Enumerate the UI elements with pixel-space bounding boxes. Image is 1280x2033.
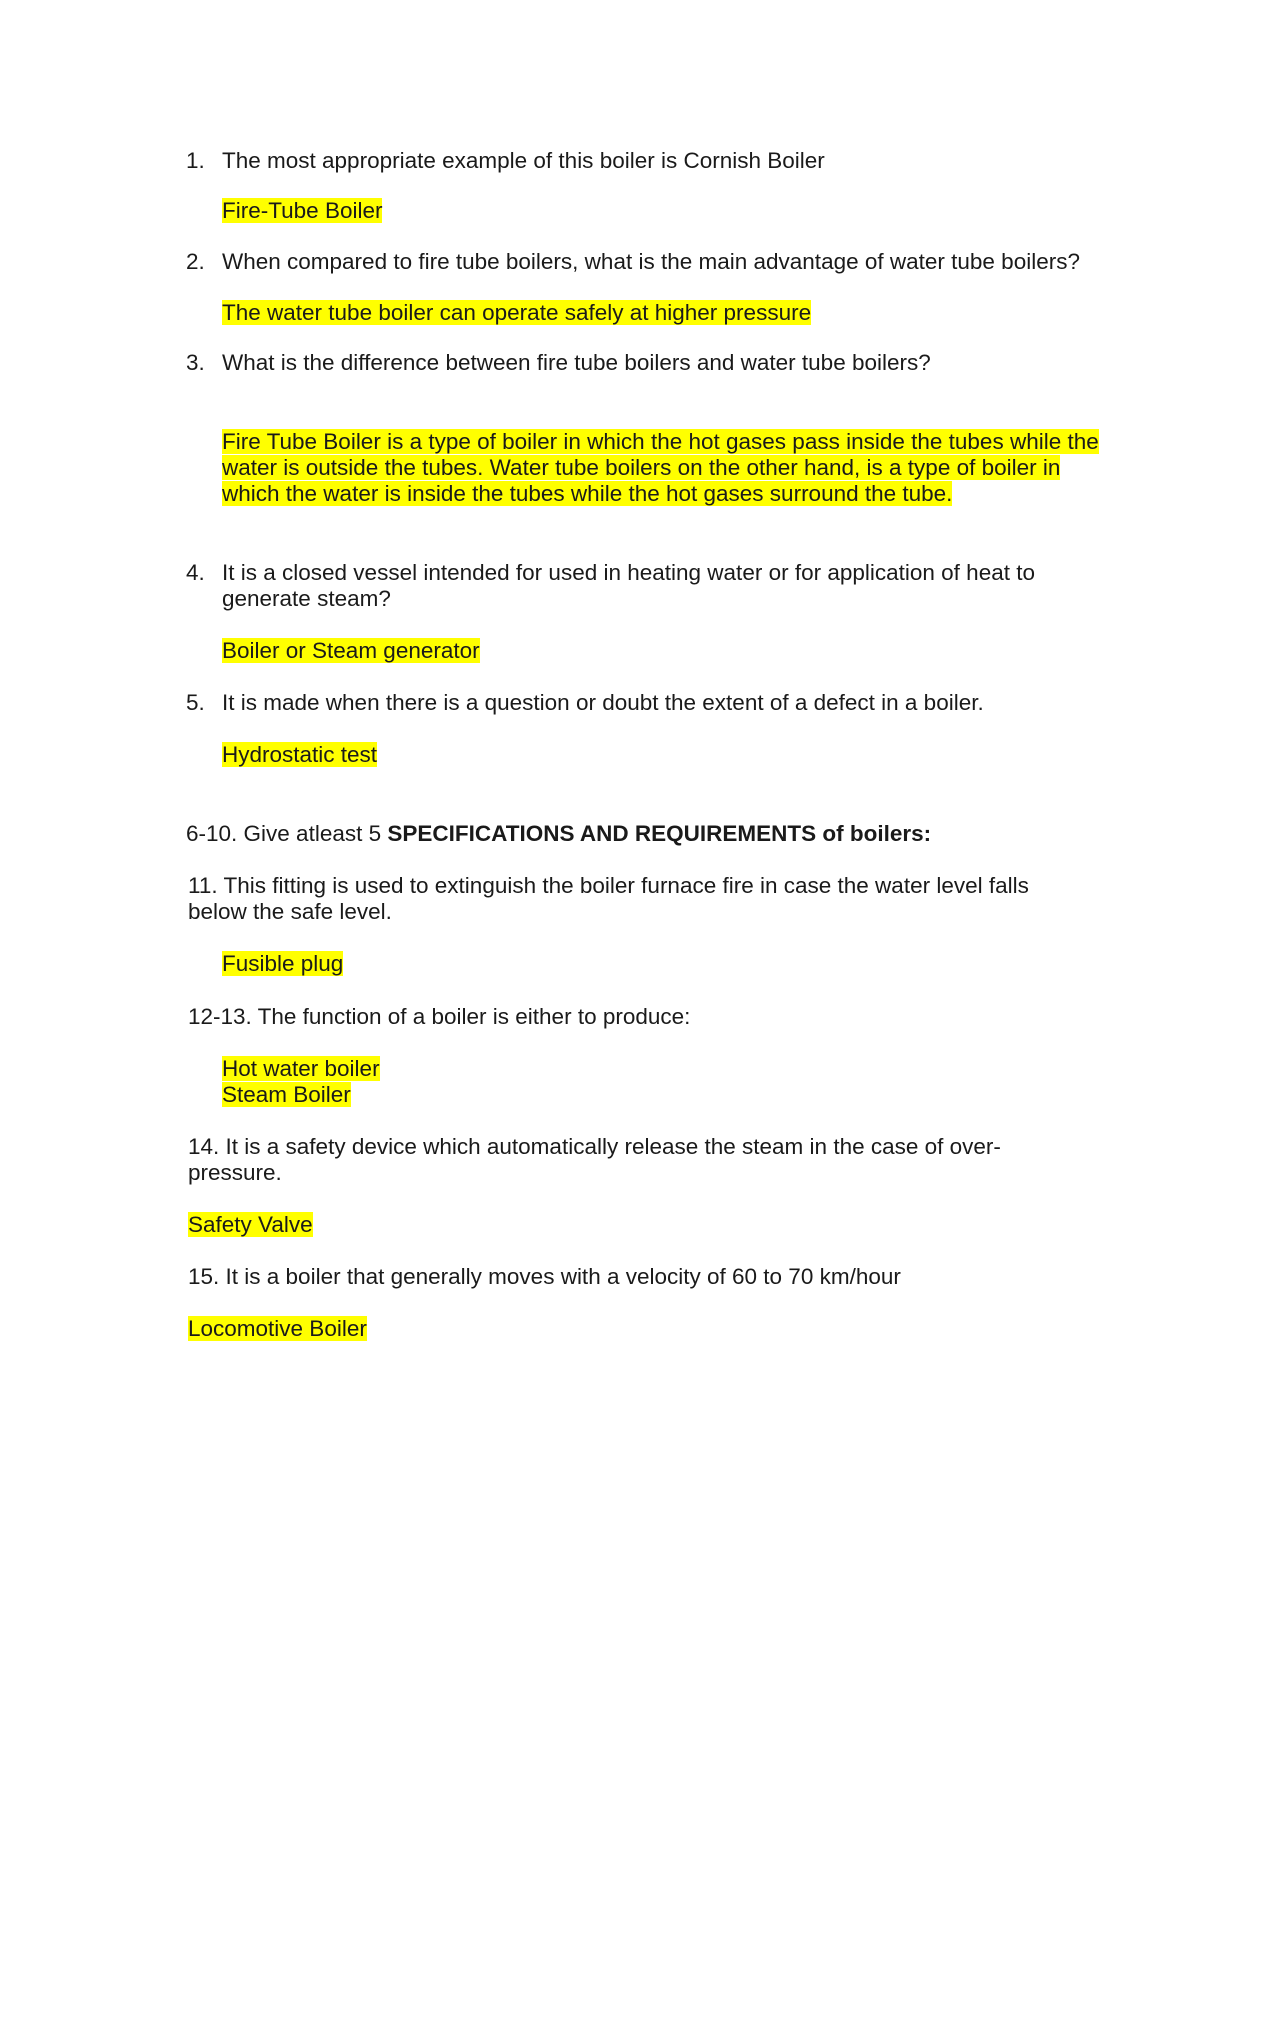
q14-question-line: 14. It is a safety device which automatically release the steam in the case of over- (188, 1134, 1001, 1159)
q2-answer-highlight: The water tube boiler can operate safely at higher pressure (222, 300, 812, 325)
q2-question: When compared to fire tube boilers, what is the main advantage of water tube boilers? (222, 249, 1080, 274)
q3-answer-highlight: which the water is inside the tubes while the hot gases surround the tube. (222, 481, 953, 506)
q3-answer-line (222, 429, 1099, 455)
q2-number: 2. (186, 249, 205, 274)
q6-10-bold-text: SPECIFICATIONS AND REQUIREMENTS of boilers: (387, 821, 932, 846)
q4-question-line: generate steam? (222, 586, 391, 611)
q14-question-line: pressure. (188, 1160, 282, 1185)
q1-question: The most appropriate example of this boiler is Cornish Boiler (222, 148, 825, 173)
q11-question-line: below the safe level. (188, 899, 392, 924)
q15-answer-highlight: Locomotive Boiler (188, 1316, 367, 1341)
q11-answer-highlight: Fusible plug (222, 951, 344, 976)
q14-answer-highlight: Safety Valve (188, 1212, 313, 1237)
q1-answer (222, 198, 382, 224)
q3-answer-line (222, 481, 952, 507)
q1-answer-highlight: Fire-Tube Boiler (222, 198, 383, 223)
q11-answer (222, 951, 343, 977)
q12-13-answer (222, 1056, 380, 1082)
q5-answer-highlight: Hydrostatic test (222, 742, 378, 767)
q15-question: 15. It is a boiler that generally moves with a velocity of 60 to 70 km/hour (188, 1264, 901, 1289)
q3-answer-line (222, 455, 1060, 481)
q12-13-answer-highlight: Steam Boiler (222, 1082, 351, 1107)
q11-question-line: 11. This fitting is used to extinguish the boiler furnace fire in case the water level falls (188, 873, 1029, 898)
q5-answer (222, 742, 377, 768)
q3-number: 3. (186, 350, 205, 375)
q12-13-question: 12-13. The function of a boiler is either to produce: (188, 1004, 691, 1029)
q4-answer (222, 638, 480, 664)
q6-10-prefix: 6-10. Give atleast 5 (186, 821, 388, 846)
q4-answer-highlight: Boiler or Steam generator (222, 638, 480, 663)
q5-question: It is made when there is a question or doubt the extent of a defect in a boiler. (222, 690, 984, 715)
q3-question: What is the difference between fire tube boilers and water tube boilers? (222, 350, 931, 375)
q1-number: 1. (186, 148, 205, 173)
q15-answer (188, 1316, 367, 1342)
q2-answer (222, 300, 811, 326)
q12-13-answer-highlight: Hot water boiler (222, 1056, 380, 1081)
q12-13-answer (222, 1082, 351, 1108)
q14-answer (188, 1212, 313, 1238)
q5-number: 5. (186, 690, 205, 715)
q3-answer-highlight: Fire Tube Boiler is a type of boiler in which the hot gases pass inside the tubes while the (222, 429, 1099, 454)
q3-answer-highlight: water is outside the tubes. Water tube boilers on the other hand, is a type of boiler in (222, 455, 1061, 480)
q4-question-line: It is a closed vessel intended for used in heating water or for application of heat to (222, 560, 1035, 585)
q6-10-question (186, 821, 931, 847)
q4-number: 4. (186, 560, 205, 585)
